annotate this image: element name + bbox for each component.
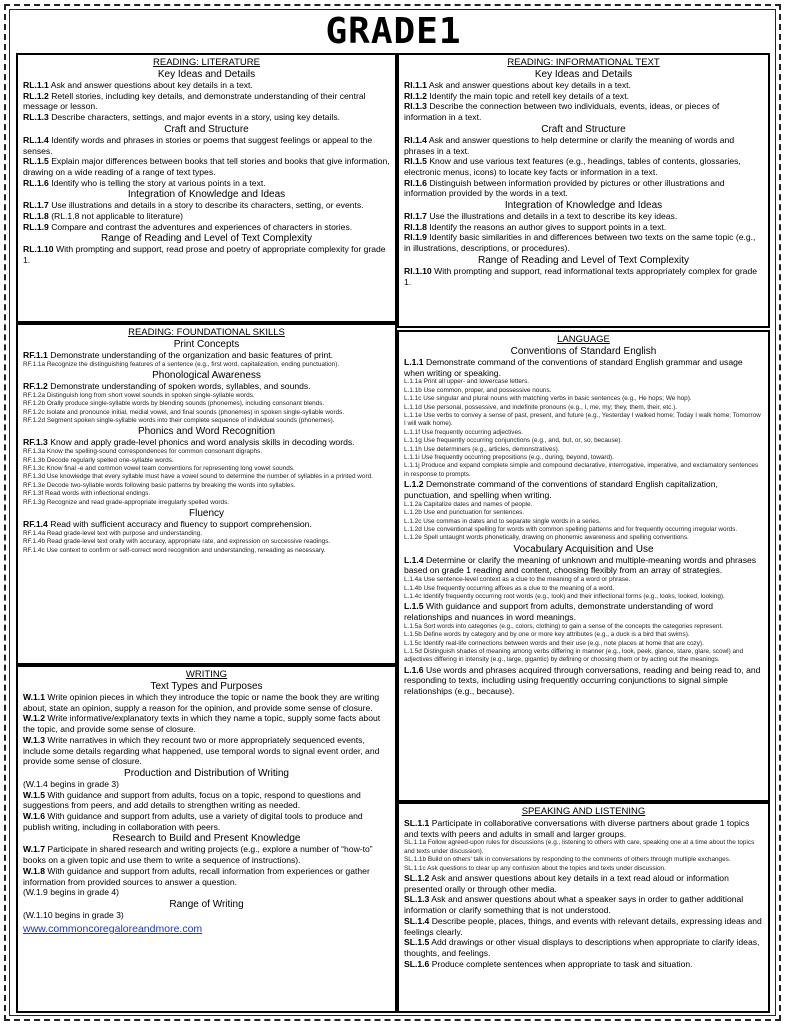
- standard-item: [23, 457, 390, 465]
- section-heading: SPEAKING AND LISTENING: [521, 806, 646, 817]
- standard-item: [404, 429, 763, 437]
- standard-text: Use knowledge that every syllable must have a vowel sound to determine the number of syllables in a printed word.: [46, 473, 373, 481]
- standard-item: [404, 395, 763, 403]
- standard-text: Ask and answer questions about key details in a text.: [428, 80, 631, 90]
- standard-text: Ask and answer questions about key details in a text read aloud or information presented orally or through other media.: [404, 873, 729, 894]
- standard-code: L.1.4b: [404, 584, 422, 592]
- standard-code: RF.1.2b: [23, 400, 46, 408]
- standard-item: [23, 465, 390, 473]
- standard-item: [404, 80, 763, 91]
- standard-code: RF.1.4: [23, 518, 48, 529]
- standard-code: L.1.1: [404, 357, 424, 367]
- standard-text: Participate in collaborative conversations with diverse partners about grade 1 topics and texts with peers and adults in small and larger groups.: [404, 818, 750, 839]
- standard-item: [23, 200, 390, 211]
- standard-code: RF.1.4a: [23, 529, 46, 537]
- standard-item: [404, 357, 763, 378]
- standard-item: [23, 844, 390, 865]
- standard-item: [404, 576, 763, 584]
- standard-item: [23, 135, 390, 156]
- subsection-title: Key Ideas and Details: [534, 69, 633, 80]
- standard-text: Ask and answer questions about what a speaker says in order to gather additional information or clarify something that is not understood.: [404, 894, 744, 916]
- subsection-title: Phonics and Word Recognition: [137, 426, 276, 438]
- standard-text: Define words by category and by one or more key attributes (e.g., a duck is a bird that swims).: [423, 631, 690, 639]
- standard-text: Write informative/explanatory texts in which they name a topic, supply some facts about the topic, and provide some sense of closure.: [23, 713, 381, 735]
- standard-code: SL.1.1: [404, 818, 430, 828]
- standard-item: [404, 479, 763, 500]
- standard-item: [23, 482, 390, 490]
- standard-item: [23, 417, 390, 425]
- section-heading: READING: FOUNDATIONAL SKILLS: [128, 327, 285, 338]
- subsection-title: Key Ideas and Details: [157, 69, 256, 80]
- standard-item: [23, 910, 390, 921]
- standard-code: RF.1.3g: [23, 498, 46, 506]
- standard-text: Use frequently occurring conjunctions (e.g., and, but, or, so, because).: [423, 437, 623, 445]
- standard-text: Ask and answer questions about key details in a text.: [50, 80, 253, 90]
- standard-code: W.1.6: [23, 811, 45, 822]
- standard-code: RF.1.1a: [23, 360, 46, 368]
- standard-item: [404, 865, 763, 873]
- standard-item: [404, 454, 763, 462]
- standard-text: Use frequently occurring prepositions (e.g., during, beyond, toward).: [421, 454, 614, 462]
- standard-text: Compare and contrast the adventures and experiences of characters in stories.: [51, 221, 353, 232]
- standard-text: Identify basic similarities in and differences between two texts on the same topic (e.g., in illustrations, descriptions, or procedures).: [404, 232, 756, 254]
- subsection-title: Integration of Knowledge and Ideas: [127, 189, 286, 201]
- standard-code: W.1.7: [23, 844, 45, 855]
- subsection-title: Phonological Awareness: [152, 370, 261, 382]
- standard-item: [404, 623, 763, 631]
- standard-text: Distinguish shades of meaning among verbs differing in manner (e.g., look, peek, glance, stare, glare, scowl) and adjectives differing in intensity (e.g., large, gigantic) by defining or choosing them or by acting out the meanings.: [404, 647, 744, 664]
- standard-text: With guidance and support from adults, recall information from experiences or gather information from provided sources to answer a question.: [23, 865, 370, 887]
- section-heading: WRITING: [185, 669, 228, 680]
- standard-text: Distinguish between information provided by pictures or other illustrations and information provided by the words in a text.: [404, 177, 725, 199]
- standard-item: [23, 112, 390, 123]
- standard-code: L.1.1g: [404, 437, 422, 445]
- standard-text: Know the spelling-sound correspondences for common consonant digraphs.: [46, 448, 263, 456]
- standard-text: Decode regularly spelled one-syllable words.: [46, 456, 174, 464]
- standard-code: SL.1.5: [404, 937, 430, 948]
- subsection-title: Production and Distribution of Writing: [124, 767, 289, 779]
- standard-code: RI.1.6: [404, 177, 427, 188]
- standard-text: Use personal, possessive, and indefinite pronouns (e.g., I, me, my; they, them, their, etc.).: [423, 403, 678, 411]
- standard-text: Segment spoken single-syllable words into their complete sequence of individual sounds (phonemes).: [46, 417, 335, 425]
- standard-item: [404, 648, 763, 665]
- standard-item: [23, 381, 390, 392]
- standard-item: [404, 585, 763, 593]
- standard-item: [23, 156, 390, 177]
- standard-item: [23, 499, 390, 507]
- language-box: [397, 330, 770, 802]
- standard-text: Decode two-syllable words following basic patterns by breaking the words into syllables.: [46, 481, 296, 489]
- subsection-title: Range of Writing: [169, 898, 244, 910]
- subsection-title: Text Types and Purposes: [150, 681, 263, 692]
- standard-item: [23, 409, 390, 417]
- standard-item: [404, 665, 763, 697]
- standard-item: [404, 959, 763, 970]
- standard-item: [23, 735, 390, 767]
- standard-code: SL.1.2: [404, 873, 430, 884]
- standard-code: L.1.1b: [404, 386, 422, 394]
- standard-code: L.1.2c: [404, 517, 422, 525]
- subsection-title: Vocabulary Acquisition and Use: [513, 543, 654, 555]
- standard-text: Use common, proper, and possessive nouns.: [423, 386, 552, 394]
- standard-item: [23, 692, 390, 713]
- standard-item: [23, 811, 390, 832]
- standard-code: RI.1.5: [404, 156, 427, 167]
- standard-item: [404, 873, 763, 894]
- standard-code: RL.1.9: [23, 221, 49, 232]
- standard-code: RF.1.4b: [23, 538, 46, 546]
- standard-text: Produce and expand complete simple and compound declarative, interrogative, imperative, and exclamatory sentences in response to prompts.: [404, 462, 759, 478]
- standard-text: With guidance and support from adults, demonstrate understanding of word relationships and nuances in word meanings.: [404, 601, 714, 623]
- standard-text: Determine or clarify the meaning of unknown and multiple-meaning words and phrases based on grade 1 reading and content, choosing flexibly from an array of strategies.: [404, 554, 757, 576]
- standard-item: [23, 519, 390, 530]
- standard-text: Demonstrate command of the conventions of standard English capitalization, punctuation, and spelling when writing.: [404, 479, 718, 500]
- standard-item: [404, 387, 763, 395]
- standard-item: [23, 779, 390, 790]
- reading-informational-box: [397, 53, 770, 328]
- standard-item: [404, 135, 763, 156]
- standard-text: Read grade-level text orally with accuracy, appropriate rate, and expression on successive readings.: [46, 538, 331, 546]
- standard-text: (RL.1.8 not applicable to literature): [51, 211, 184, 222]
- standard-text: Use sentence-level context as a clue to the meaning of a word or phrase.: [423, 576, 631, 584]
- standard-item: [23, 887, 390, 898]
- standard-code: RF.1.2d: [23, 417, 46, 425]
- standard-item: [23, 361, 390, 369]
- section-heading: READING: LITERATURE: [153, 57, 260, 68]
- standard-text: Write narratives in which they recount two or more appropriately sequenced events, include some details regarding what happened, use temporal words to signal event order, and provide some sense of closure.: [23, 734, 380, 767]
- standard-code: L.1.4c: [404, 592, 422, 600]
- standard-code: RL.1.5: [23, 156, 49, 167]
- subsection-title: Craft and Structure: [164, 123, 249, 135]
- standard-item: [404, 518, 763, 526]
- standard-item: [23, 350, 390, 361]
- standard-code: SL.1.1a: [404, 839, 427, 847]
- standard-text: Demonstrate understanding of spoken words, syllables, and sounds.: [50, 381, 311, 392]
- standard-text: Use the illustrations and details in a text to describe its key ideas.: [429, 211, 678, 222]
- standard-item: [23, 178, 390, 189]
- standard-text: Use verbs to convey a sense of past, present, and future (e.g., Yesterday I walked home; Today I walk home; Tomorrow I will walk home).: [404, 412, 761, 428]
- standard-code: SL.1.4: [404, 915, 430, 926]
- standard-code: RF.1.2a: [23, 391, 46, 399]
- standard-item: [404, 232, 763, 253]
- standard-text: With guidance and support from adults, focus on a topic, respond to questions and suggestions from peers, and add details to strengthen writing as needed.: [23, 789, 361, 811]
- standard-item: [23, 392, 390, 400]
- standard-text: Write opinion pieces in which they introduce the topic or name the book they are writing about, state an opinion, supply a reason for the opinion, and provide some sense of closure.: [23, 692, 380, 713]
- standard-text: Add drawings or other visual displays to descriptions when appropriate to clarify ideas, thoughts, and feelings.: [404, 937, 760, 958]
- standard-text: Distinguish long from short vowel sounds in spoken single-syllable words.: [46, 391, 255, 399]
- standard-text: Participate in shared research and writing projects (e.g., explore a number of “how-to” books on a given topic and use them to write a sequence of instructions).: [23, 844, 373, 866]
- standard-code: L.1.1d: [404, 403, 422, 411]
- standard-text: Use singular and plural nouns with matching verbs in basic sentences (e.g., He hops; We hop).: [423, 395, 692, 403]
- standard-item: [404, 818, 763, 839]
- standard-text: Isolate and pronounce initial, medial vowel, and final sounds (phonemes) in spoken single-syllable words.: [46, 408, 345, 416]
- standard-code: RI.1.7: [404, 211, 427, 222]
- standard-code: W.1.5: [23, 789, 45, 800]
- standard-code: RF.1.3d: [23, 473, 46, 481]
- standard-code: RF.1.3: [23, 437, 48, 448]
- standard-code: L.1.6: [404, 664, 424, 675]
- standard-text: (W.1.9 begins in grade 4): [23, 887, 120, 898]
- standard-code: L.1.4a: [404, 576, 422, 584]
- standard-text: Know final -e and common vowel team conventions for representing long vowel sounds.: [46, 464, 295, 472]
- standard-code: L.1.1j: [404, 462, 420, 470]
- standard-item: [23, 91, 390, 112]
- standard-text: Recognize the distinguishing features of a sentence (e.g., first word, capitalization, ending punctuation).: [46, 360, 340, 368]
- standard-item: [404, 593, 763, 601]
- subsection-title: Integration of Knowledge and Ideas: [504, 200, 663, 212]
- standard-text: Spell untaught words phonetically, drawing on phonemic awareness and spelling conventions.: [423, 534, 689, 542]
- standard-code: RF.1.3c: [23, 464, 45, 472]
- standard-code: RF.1.1: [23, 350, 48, 360]
- standard-code: L.1.5c: [404, 639, 422, 647]
- subsection-title: Print Concepts: [173, 339, 240, 350]
- standard-code: L.1.1a: [404, 378, 422, 386]
- standard-item: [404, 222, 763, 233]
- standard-text: (W.1.4 begins in grade 3): [23, 778, 120, 789]
- standard-code: RL.1.8: [23, 211, 49, 222]
- standard-item: [23, 80, 390, 91]
- standard-code: RI.1.3: [404, 101, 427, 112]
- standard-text: With prompting and support, read prose and poetry of appropriate complexity for grade 1.: [23, 244, 386, 266]
- standard-code: SL.1.6: [404, 958, 430, 969]
- subsection-title: Range of Reading and Level of Text Complexity: [477, 254, 690, 266]
- standard-item: [404, 266, 763, 287]
- writing-box: [16, 665, 397, 1013]
- standard-code: L.1.1e: [404, 412, 422, 420]
- standard-code: SL.1.1b: [404, 856, 427, 864]
- standard-code: L.1.2e: [404, 534, 422, 542]
- standard-text: Identify words and phrases in stories or poems that suggest feelings or appeal to the senses.: [23, 134, 373, 156]
- foundational-skills-box: [16, 323, 397, 665]
- standard-code: RL.1.2: [23, 90, 49, 101]
- standard-code: L.1.1i: [404, 454, 420, 462]
- standard-code: L.1.5b: [404, 631, 422, 639]
- standard-item: [23, 490, 390, 498]
- standard-text: Identify frequently occurring root words (e.g., look) and their inflectional forms (e.g., looks, looked, looking).: [423, 592, 725, 600]
- standard-code: RF.1.3a: [23, 448, 46, 456]
- standard-text: Describe people, places, things, and events with relevant details, expressing ideas and feelings clearly.: [404, 915, 762, 937]
- standard-text: Retell stories, including key details, and demonstrate understanding of their central message or lesson.: [23, 90, 366, 112]
- standard-code: W.1.8: [23, 865, 45, 876]
- standard-code: L.1.5d: [404, 647, 422, 655]
- standard-code: L.1.2b: [404, 509, 422, 517]
- standard-item: [404, 211, 763, 222]
- standard-text: Know and apply grade-level phonics and word analysis skills in decoding words.: [50, 437, 355, 448]
- standard-text: Use conventional spelling for words with common spelling patterns and for frequently occurring irregular words.: [423, 525, 738, 533]
- standard-code: SL.1.3: [404, 894, 430, 905]
- standard-text: Demonstrate understanding of the organization and basic features of print.: [50, 350, 334, 360]
- standard-item: [404, 446, 763, 454]
- standard-item: [23, 530, 390, 538]
- standard-item: [404, 640, 763, 648]
- standard-item: [404, 412, 763, 429]
- standard-code: L.1.2d: [404, 525, 422, 533]
- website-link[interactable]: www.commoncoregaloreandmore.com: [23, 922, 203, 935]
- standard-code: RI.1.8: [404, 221, 427, 232]
- standard-code: RL.1.6: [23, 177, 49, 188]
- section-heading: READING: INFORMATIONAL TEXT: [507, 57, 660, 68]
- speaking-listening-box: [397, 802, 770, 1013]
- standard-item: [404, 631, 763, 639]
- subsection-title: Range of Reading and Level of Text Complexity: [100, 233, 313, 245]
- standard-code: L.1.4: [404, 554, 424, 565]
- standard-text: Orally produce single-syllable words by blending sounds (phonemes), including consonant blends.: [46, 400, 325, 408]
- standard-item: [404, 601, 763, 622]
- standard-item: [404, 156, 763, 177]
- standard-text: Identify real-life connections between words and their use (e.g., note places at home that are cozy).: [423, 639, 704, 647]
- subsection-title: Conventions of Standard English: [510, 346, 657, 357]
- standard-code: RI.1.4: [404, 134, 427, 145]
- standard-item: [23, 437, 390, 448]
- standard-text: Capitalize dates and names of people.: [423, 500, 533, 508]
- reading-literature-box: [16, 53, 397, 323]
- standard-code: L.1.1h: [404, 445, 422, 453]
- standard-text: Use illustrations and details in a story to describe its characters, setting, or events.: [51, 200, 364, 211]
- standard-item: [23, 866, 390, 887]
- standard-text: Identify the reasons an author gives to support points in a text.: [429, 221, 667, 232]
- section-heading: LANGUAGE: [557, 334, 610, 345]
- standard-item: [404, 555, 763, 576]
- standard-text: Recognize and read grade-appropriate irregularly spelled words.: [46, 498, 230, 506]
- standard-text: Identify the main topic and retell key details of a text.: [429, 90, 630, 101]
- standard-text: Use frequently occurring affixes as a clue to the meaning of a word.: [423, 584, 615, 592]
- standard-text: Explain major differences between books that tell stories and books that give information, drawing on a wide reading of a range of text types.: [23, 156, 390, 177]
- standard-text: Use context to confirm or self-correct word recognition and understanding, rereading as necessary.: [46, 546, 326, 554]
- standard-text: Describe the connection between two individuals, events, ideas, or pieces of information in a text.: [404, 101, 720, 123]
- standard-code: RF.1.2c: [23, 408, 45, 416]
- standard-code: RL.1.1: [23, 80, 49, 90]
- standard-text: Read with sufficient accuracy and fluency to support comprehension.: [50, 518, 312, 529]
- subsection-title: Research to Build and Present Knowledge: [112, 833, 301, 845]
- standard-item: [404, 91, 763, 102]
- standard-code: W.1.2: [23, 713, 45, 724]
- standard-code: RI.1.1: [404, 80, 427, 90]
- standard-item: [404, 526, 763, 534]
- standard-item: [404, 894, 763, 915]
- standard-item: [404, 178, 763, 199]
- standard-code: RL.1.4: [23, 134, 49, 145]
- standard-text: Sort words into categories (e.g., colors, clothing) to gain a sense of the concepts the categories represent.: [423, 622, 724, 630]
- standard-code: L.1.5: [404, 601, 424, 612]
- standard-code: RF.1.3b: [23, 456, 46, 464]
- standard-code: L.1.1f: [404, 428, 420, 436]
- standard-item: [404, 916, 763, 937]
- standard-text: (W.1.10 begins in grade 3): [23, 909, 124, 920]
- standard-item: [404, 509, 763, 517]
- standard-code: W.1.3: [23, 734, 45, 745]
- standard-text: Know and use various text features (e.g., headings, tables of contents, glossaries, electronic menus, icons) to locate key facts or information in a text.: [404, 156, 741, 177]
- standard-code: RF.1.2: [23, 381, 48, 392]
- standard-text: Produce complete sentences when appropriate to task and situation.: [431, 958, 693, 969]
- standard-item: [404, 437, 763, 445]
- standard-text: With guidance and support from adults, use a variety of digital tools to produce and publish writing, including in collaboration with peers.: [23, 811, 363, 832]
- standard-text: Read words with inflectional endings.: [45, 490, 151, 498]
- standard-item: [23, 400, 390, 408]
- standard-item: [23, 211, 390, 222]
- standard-item: [404, 462, 763, 479]
- standard-code: RF.1.3e: [23, 481, 46, 489]
- standard-text: Use determiners (e.g., articles, demonstratives).: [423, 445, 560, 453]
- standard-text: Describe characters, settings, and major events in a story, using key details.: [51, 112, 341, 123]
- standard-item: [404, 501, 763, 509]
- standard-text: Identify who is telling the story at various points in a text.: [51, 177, 266, 188]
- subsection-title: Fluency: [188, 507, 224, 519]
- standard-text: Follow agreed-upon rules for discussions (e.g., listening to others with care, speaking one at a time about the topics and texts under discussion).: [404, 839, 755, 855]
- standard-text: With prompting and support, read informational texts appropriately complex for grade 1.: [404, 265, 758, 287]
- standard-item: [23, 790, 390, 811]
- standard-code: L.1.2a: [404, 500, 422, 508]
- standard-text: Ask and answer questions to help determine or clarify the meaning of words and phrases in a text.: [404, 134, 735, 156]
- standard-code: L.1.2: [404, 479, 424, 490]
- standard-code: RL.1.7: [23, 200, 49, 211]
- standard-code: RI.1.10: [404, 265, 432, 276]
- standard-item: [23, 222, 390, 233]
- standard-item: [404, 856, 763, 864]
- standard-text: Demonstrate command of the conventions of standard English grammar and usage when writing or speaking.: [404, 357, 743, 378]
- standard-item: [404, 937, 763, 958]
- standard-item: [404, 378, 763, 386]
- standard-code: RF.1.3f: [23, 490, 44, 498]
- standard-text: Use words and phrases acquired through conversations, reading and being read to, and responding to texts, including using frequently occurring conjunctions to signal simple relationships (e.g., because).: [404, 664, 761, 697]
- standard-text: Use frequently occurring adjectives.: [421, 428, 524, 436]
- standard-item: [404, 101, 763, 122]
- standard-code: W.1.1: [23, 692, 45, 702]
- page-title: GRADE1: [325, 11, 462, 52]
- standard-text: Use commas in dates and to separate single words in a series.: [423, 517, 601, 525]
- standard-code: RL.1.10: [23, 244, 54, 255]
- standard-item: [23, 547, 390, 555]
- standard-text: Build on others' talk in conversations by responding to the comments of others through multiple exchanges.: [427, 856, 731, 864]
- standard-code: RF.1.4c: [23, 546, 45, 554]
- standard-text: Print all upper- and lowercase letters.: [423, 378, 530, 386]
- standard-item: [23, 713, 390, 734]
- standard-text: Ask questions to clear up any confusion about the topics and texts under discussion.: [427, 864, 666, 872]
- standard-code: L.1.5a: [404, 622, 422, 630]
- standard-code: SL.1.1c: [404, 864, 426, 872]
- standard-text: Read grade-level text with purpose and understanding.: [46, 529, 203, 537]
- standard-code: L.1.1c: [404, 395, 422, 403]
- standard-item: [23, 448, 390, 456]
- standard-item: [23, 538, 390, 546]
- standard-item: [23, 244, 390, 265]
- standard-item: [404, 534, 763, 542]
- standard-code: RI.1.2: [404, 90, 427, 101]
- standard-code: RI.1.9: [404, 232, 427, 243]
- standard-code: RL.1.3: [23, 112, 49, 123]
- subsection-title: Craft and Structure: [541, 123, 626, 135]
- standard-item: [23, 473, 390, 481]
- standard-text: Use end punctuation for sentences.: [423, 509, 525, 517]
- standard-item: [404, 404, 763, 412]
- standard-item: [404, 839, 763, 856]
